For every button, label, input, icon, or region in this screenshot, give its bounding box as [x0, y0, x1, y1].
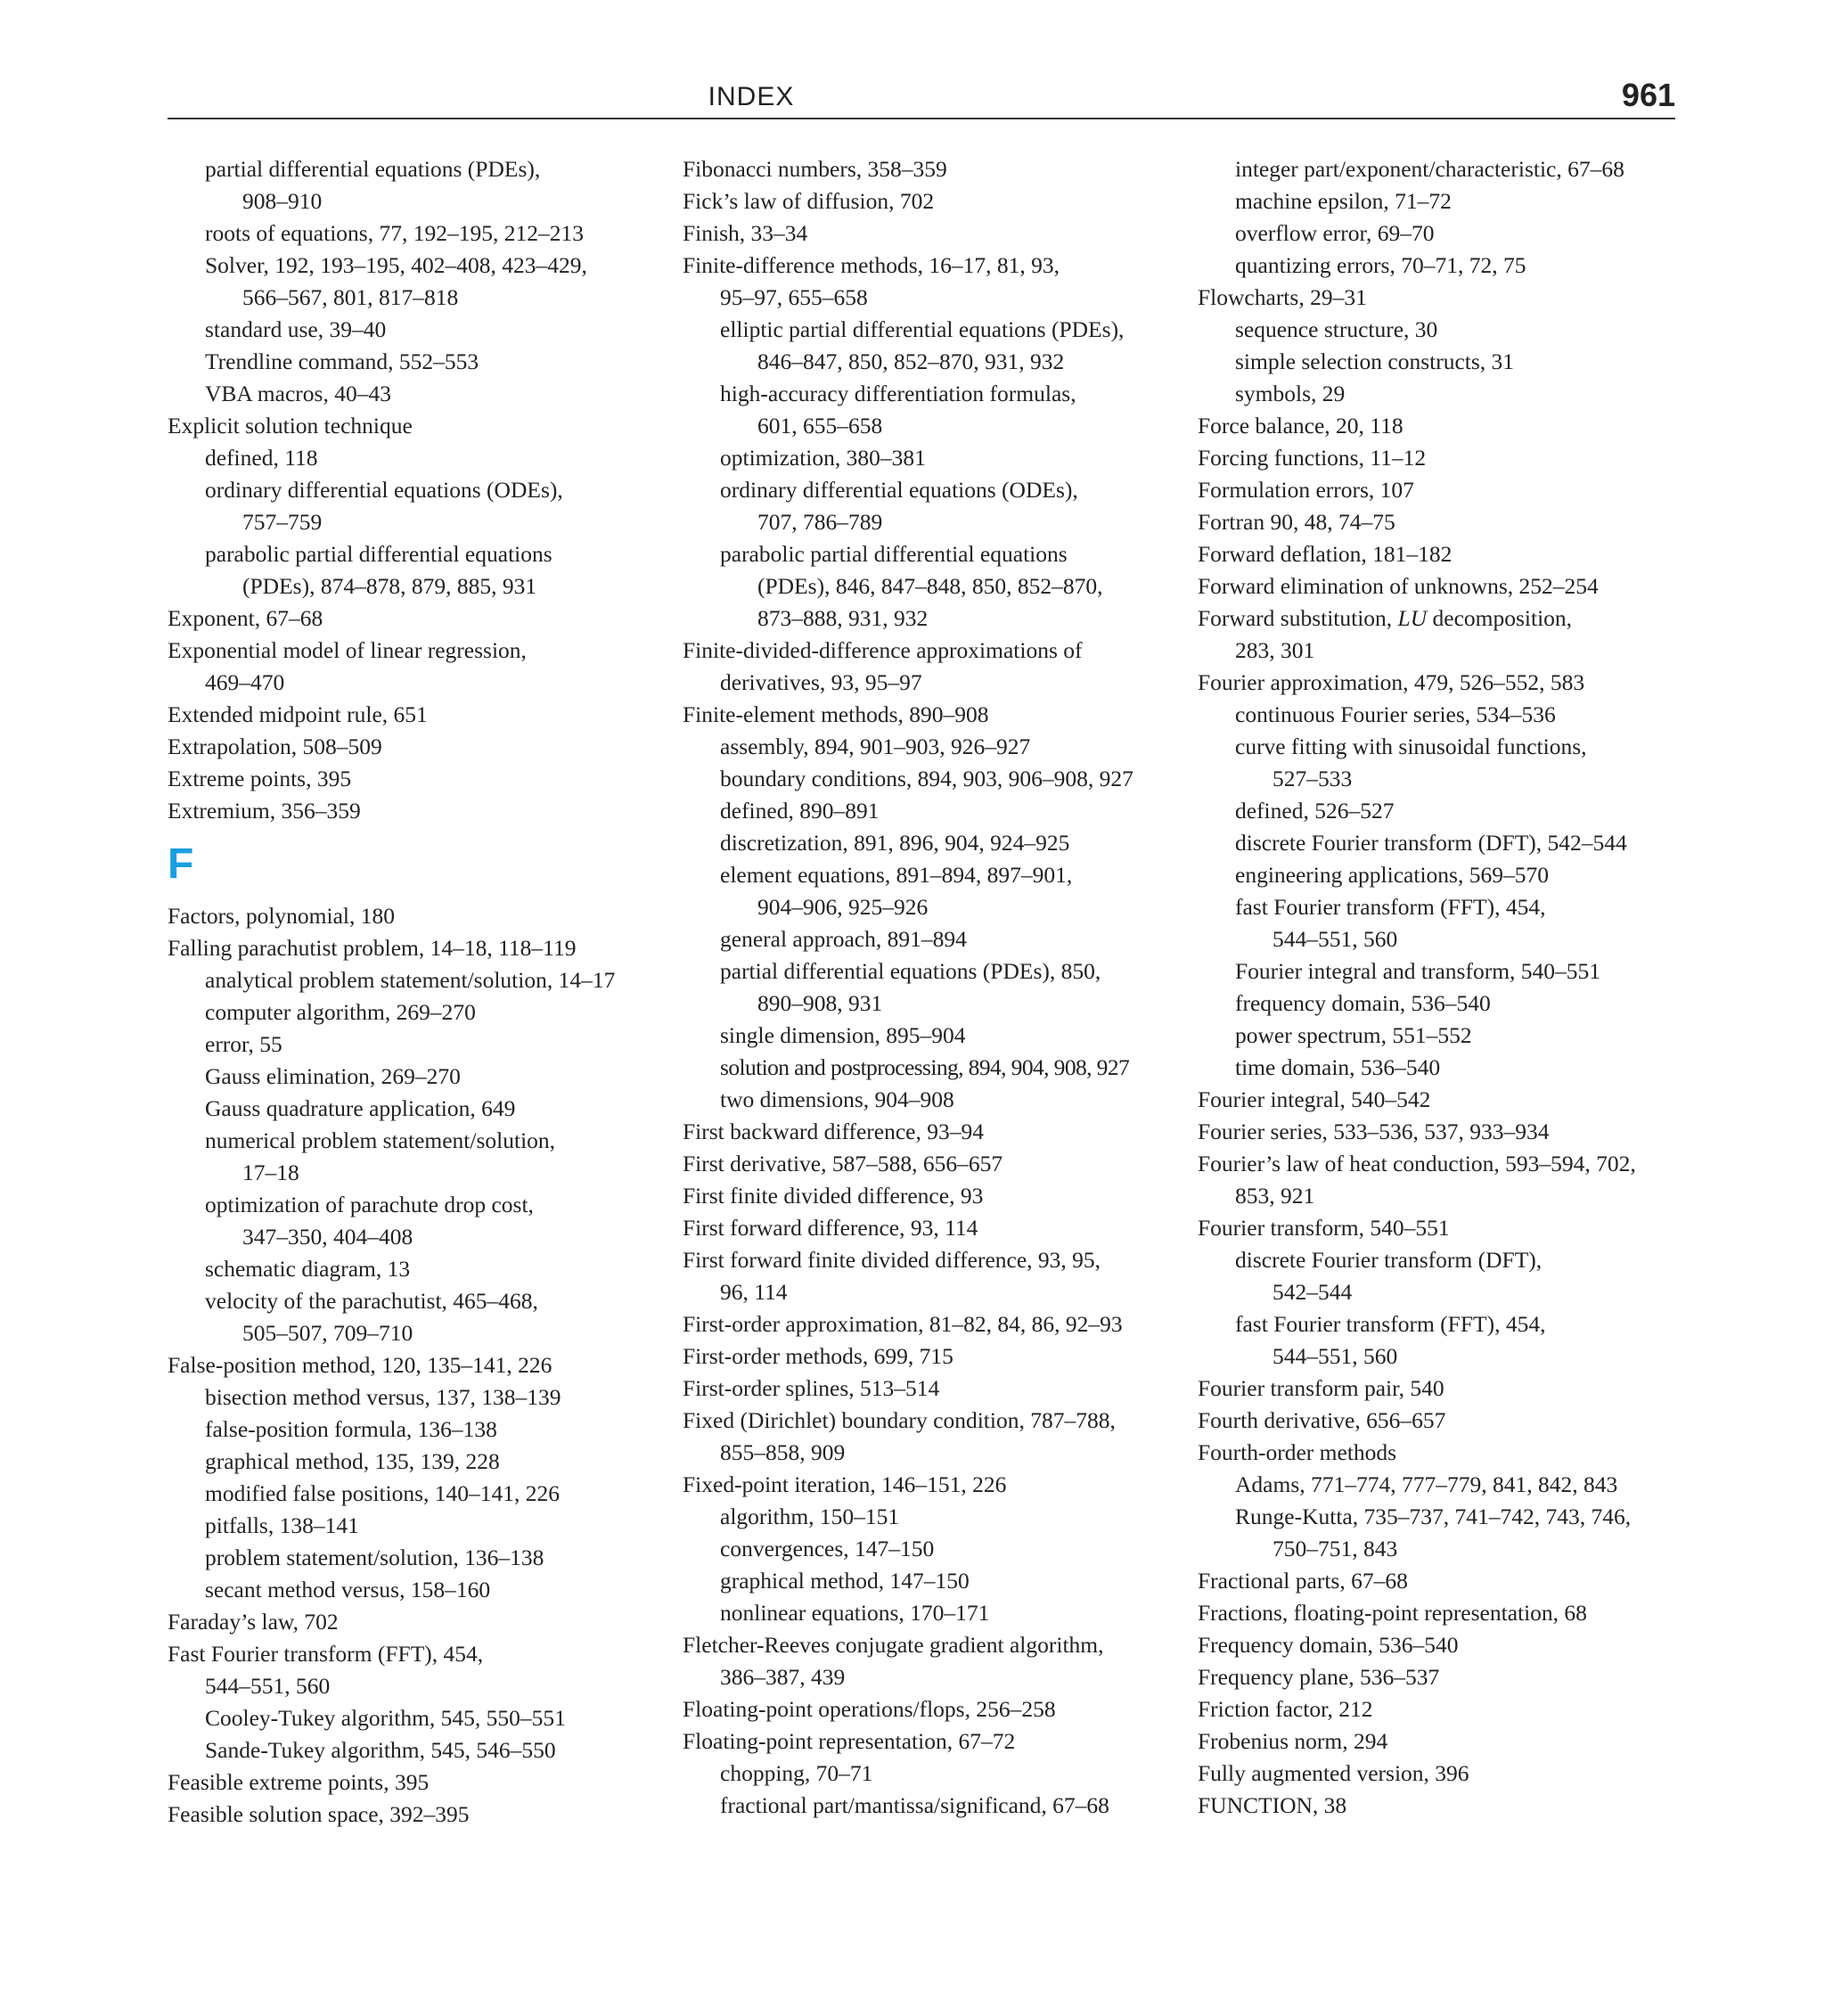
entry-text: ordinary differential equations (ODEs),	[205, 477, 563, 503]
entry-text: Fourier approximation, 479, 526–552, 583	[1198, 669, 1585, 695]
entry-text: false-position formula, 136–138	[205, 1416, 497, 1442]
entry-text: discrete Fourier transform (DFT), 542–544	[1235, 830, 1627, 856]
entry-text: graphical method, 135, 139, 228	[205, 1448, 500, 1474]
index-subentry	[1198, 1244, 1697, 1308]
entry-text: elliptic partial differential equations (PDEs),	[720, 316, 1125, 342]
entry-continuation: 707, 786–789	[757, 509, 883, 535]
entry-text: optimization of parachute drop cost,	[205, 1192, 534, 1217]
entry-text: sequence structure, 30	[1235, 316, 1438, 342]
index-subentry	[683, 955, 1182, 1020]
entry-text: parabolic partial differential equations	[205, 541, 552, 567]
entry-text: pitfalls, 138–141	[205, 1512, 359, 1538]
index-subentry	[1198, 250, 1697, 282]
index-subentry	[1198, 891, 1697, 955]
index-subentry	[1198, 731, 1697, 795]
entry-text: velocity of the parachutist, 465–468,	[205, 1288, 538, 1314]
entry-text: Floating-point representation, 67–72	[683, 1728, 1016, 1754]
index-entry	[683, 635, 1182, 699]
entry-text: algorithm, 150–151	[720, 1504, 900, 1529]
entry-text-part: Forward substitution,	[1198, 605, 1398, 631]
index-entry	[683, 250, 1182, 314]
index-subentry	[1198, 827, 1697, 859]
index-subentry	[683, 1020, 1182, 1052]
index-entry	[683, 1725, 1182, 1758]
entry-continuation: 853, 921	[1235, 1183, 1315, 1209]
index-subentry	[683, 1501, 1182, 1533]
entry-text: First-order approximation, 81–82, 84, 86, 92–93	[683, 1311, 1123, 1337]
entry-continuation: 855–858, 909	[720, 1439, 846, 1465]
entry-text: Exponential model of linear regression,	[168, 637, 527, 663]
entry-continuation: 544–551, 560	[205, 1673, 331, 1699]
index-subentry	[1198, 217, 1697, 250]
entry-text: continuous Fourier series, 534–536	[1235, 701, 1556, 727]
index-subentry	[1198, 314, 1697, 346]
index-subentry	[683, 1758, 1182, 1790]
index-entry	[1198, 1116, 1697, 1148]
entry-text: Fourier integral, 540–542	[1198, 1086, 1431, 1112]
entry-continuation: 544–551, 560	[1273, 926, 1398, 952]
index-subentry	[168, 964, 667, 996]
entry-text: roots of equations, 77, 192–195, 212–213	[205, 220, 584, 246]
index-entry	[1198, 474, 1697, 506]
entry-continuation: 17–18	[242, 1160, 299, 1185]
index-entry	[168, 795, 667, 827]
entry-continuation: 873–888, 931, 932	[757, 605, 929, 631]
entry-continuation: 96, 114	[720, 1279, 788, 1305]
index-entry	[683, 699, 1182, 731]
entry-continuation: 469–470	[205, 669, 285, 695]
entry-text: Fast Fourier transform (FFT), 454,	[168, 1641, 484, 1667]
entry-text: First forward finite divided difference, 93, 95,	[683, 1247, 1101, 1273]
entry-text: Frobenius norm, 294	[1198, 1728, 1388, 1754]
index-subentry	[1198, 1469, 1697, 1501]
entry-text: Fully augmented version, 396	[1198, 1760, 1469, 1786]
entry-text: Extremium, 356–359	[168, 798, 361, 824]
entry-text: partial differential equations (PDEs), 850,	[720, 958, 1101, 984]
index-entry	[1198, 1565, 1697, 1597]
entry-text: Fourier transform pair, 540	[1198, 1375, 1444, 1401]
index-subentry	[683, 827, 1182, 859]
entry-text: Finite-divided-difference approximations of	[683, 637, 1083, 663]
index-subentry	[168, 474, 667, 538]
entry-text: VBA macros, 40–43	[205, 381, 391, 406]
index-subentry	[1198, 153, 1697, 185]
index-subentry	[168, 1734, 667, 1766]
index-subentry	[168, 442, 667, 474]
entry-text: First derivative, 587–588, 656–657	[683, 1151, 1003, 1176]
index-subentry	[683, 1565, 1182, 1597]
index-entry	[168, 932, 667, 964]
entry-text: secant method versus, 158–160	[205, 1577, 491, 1602]
entry-text: Gauss elimination, 269–270	[205, 1063, 461, 1089]
entry-text: discrete Fourier transform (DFT),	[1235, 1247, 1543, 1273]
index-subentry	[168, 1381, 667, 1414]
index-entry	[1198, 1790, 1697, 1822]
entry-text: Fourier transform, 540–551	[1198, 1215, 1450, 1241]
entry-text: bisection method versus, 137, 138–139	[205, 1384, 561, 1410]
index-subentry	[1198, 1052, 1697, 1084]
entry-text: error, 55	[205, 1031, 282, 1057]
index-entry	[168, 602, 667, 635]
entry-text: Fletcher-Reeves conjugate gradient algorithm,	[683, 1632, 1104, 1658]
index-entry	[1198, 1405, 1697, 1437]
entry-continuation: 542–544	[1273, 1279, 1353, 1305]
entry-text: integer part/exponent/characteristic, 67–68	[1235, 156, 1624, 182]
entry-text: numerical problem statement/solution,	[205, 1127, 556, 1153]
entry-text: Frequency plane, 536–537	[1198, 1664, 1440, 1690]
index-entry	[683, 1180, 1182, 1212]
entry-text: First finite divided difference, 93	[683, 1183, 984, 1209]
entry-text: defined, 890–891	[720, 798, 880, 824]
index-subentry	[1198, 346, 1697, 378]
index-subentry	[683, 442, 1182, 474]
index-entry	[1198, 410, 1697, 442]
index-subentry	[168, 314, 667, 346]
entry-text: Feasible extreme points, 395	[168, 1769, 430, 1795]
index-entry	[1198, 1758, 1697, 1790]
index-entry	[1198, 506, 1697, 538]
index-entry	[168, 1766, 667, 1799]
index-subentry	[683, 378, 1182, 442]
entry-text: Gauss quadrature application, 649	[205, 1095, 516, 1121]
entry-text: Friction factor, 212	[1198, 1696, 1373, 1722]
entry-text: machine epsilon, 71–72	[1235, 188, 1452, 214]
index-subentry	[168, 538, 667, 602]
index-entry	[1198, 1629, 1697, 1661]
entry-text: power spectrum, 551–552	[1235, 1022, 1472, 1048]
entry-text: First-order methods, 699, 715	[683, 1343, 953, 1369]
entry-text: nonlinear equations, 170–171	[720, 1600, 990, 1626]
index-subentry	[1198, 1501, 1697, 1565]
index-entry	[1198, 1597, 1697, 1629]
entry-text: frequency domain, 536–540	[1235, 990, 1491, 1016]
entry-continuation: 846–847, 850, 852–870, 931, 932	[757, 348, 1065, 374]
entry-text: Trendline command, 552–553	[205, 348, 479, 374]
index-entry	[1198, 602, 1697, 667]
index-column-1	[168, 153, 667, 1831]
entry-text: ordinary differential equations (ODEs),	[720, 477, 1078, 503]
entry-text: optimization, 380–381	[720, 445, 926, 471]
index-entry	[683, 1212, 1182, 1244]
entry-text: Extended midpoint rule, 651	[168, 701, 428, 727]
index-entry	[1198, 1725, 1697, 1758]
index-subentry	[168, 378, 667, 410]
index-subentry	[683, 1084, 1182, 1116]
index-subentry	[683, 859, 1182, 923]
entry-text: partial differential equations (PDEs),	[205, 156, 541, 182]
entry-text: Floating-point operations/flops, 256–258	[683, 1696, 1056, 1722]
entry-text: Fick’s law of diffusion, 702	[683, 188, 935, 214]
index-entry	[683, 217, 1182, 250]
entry-text: symbols, 29	[1235, 381, 1346, 406]
index-entry	[168, 900, 667, 932]
entry-continuation: 908–910	[242, 188, 323, 214]
entry-continuation: 601, 655–658	[757, 413, 883, 438]
index-subentry	[1198, 185, 1697, 217]
entry-text: Finite-difference methods, 16–17, 81, 93,	[683, 252, 1060, 278]
entry-continuation: 386–387, 439	[720, 1664, 846, 1690]
entry-text: simple selection constructs, 31	[1235, 348, 1515, 374]
entry-text: False-position method, 120, 135–141, 226	[168, 1352, 552, 1378]
entry-text: two dimensions, 904–908	[720, 1086, 954, 1112]
entry-text: defined, 118	[205, 445, 318, 471]
entry-continuation: 347–350, 404–408	[242, 1224, 413, 1250]
section-letter-f: F	[168, 840, 194, 888]
index-entry	[168, 699, 667, 731]
index-entry	[1198, 1212, 1697, 1244]
index-subentry	[683, 1052, 1182, 1084]
index-subentry	[168, 1125, 667, 1189]
index-subentry	[168, 996, 667, 1028]
index-subentry	[683, 923, 1182, 955]
entry-text: Feasible solution space, 392–395	[168, 1801, 470, 1827]
index-entry	[168, 1799, 667, 1831]
entry-text: time domain, 536–540	[1235, 1054, 1441, 1080]
index-column-2	[683, 153, 1182, 1822]
index-entry	[1198, 1373, 1697, 1405]
entry-text: Factors, polynomial, 180	[168, 903, 395, 929]
entry-text: FUNCTION, 38	[1198, 1792, 1347, 1818]
entry-text: Falling parachutist problem, 14–18, 118–119	[168, 935, 577, 961]
entry-continuation: 544–551, 560	[1273, 1343, 1398, 1369]
entry-text: Fourth-order methods	[1198, 1439, 1397, 1465]
index-subentry	[683, 1790, 1182, 1822]
entry-text: Runge-Kutta, 735–737, 741–742, 743, 746,	[1235, 1504, 1632, 1529]
entry-text: Forcing functions, 11–12	[1198, 445, 1427, 471]
entry-text: modified false positions, 140–141, 226	[205, 1480, 561, 1506]
entry-text: convergences, 147–150	[720, 1536, 935, 1561]
entry-text: First backward difference, 93–94	[683, 1119, 984, 1144]
entry-text: fast Fourier transform (FFT), 454,	[1235, 1311, 1546, 1337]
index-subentry	[168, 1414, 667, 1446]
index-subentry	[168, 1446, 667, 1478]
entry-continuation: 904–906, 925–926	[757, 894, 929, 920]
page-number: 961	[1621, 77, 1675, 113]
index-subentry	[168, 1510, 667, 1542]
entry-text	[1198, 602, 1697, 635]
page-header	[168, 77, 1675, 119]
entry-text: chopping, 70–71	[720, 1760, 873, 1786]
entry-text: overflow error, 69–70	[1235, 220, 1435, 246]
entry-text: Explicit solution technique	[168, 413, 413, 438]
index-subentry	[683, 538, 1182, 635]
entry-text: graphical method, 147–150	[720, 1568, 970, 1594]
index-subentry	[1198, 378, 1697, 410]
index-subentry	[168, 153, 667, 217]
index-subentry	[1198, 1308, 1697, 1373]
entry-continuation: 757–759	[242, 509, 323, 535]
index-subentry	[683, 474, 1182, 538]
index-entry	[1198, 1661, 1697, 1693]
entry-text: solution and postprocessing, 894, 904, 908, 927	[720, 1054, 1130, 1080]
entry-text: Sande-Tukey algorithm, 545, 546–550	[205, 1737, 556, 1763]
entry-text: First forward difference, 93, 114	[683, 1215, 978, 1241]
index-subentry	[168, 1061, 667, 1093]
entry-text: Faraday’s law, 702	[168, 1609, 339, 1635]
entry-text: fractional part/mantissa/significand, 67–68	[720, 1792, 1109, 1818]
entry-text: Forward deflation, 181–182	[1198, 541, 1453, 567]
entry-text: First-order splines, 513–514	[683, 1375, 940, 1401]
index-subentry	[1198, 988, 1697, 1020]
index-subentry	[683, 763, 1182, 795]
entry-text: general approach, 891–894	[720, 926, 967, 952]
index-entry	[168, 1638, 667, 1702]
entry-text: analytical problem statement/solution, 14–17	[205, 967, 616, 993]
index-entry	[1198, 1437, 1697, 1469]
entry-continuation: 527–533	[1273, 766, 1353, 791]
index-subentry	[168, 1542, 667, 1574]
index-subentry	[168, 1253, 667, 1285]
index-column-3	[1198, 153, 1697, 1822]
index-entry	[168, 1606, 667, 1638]
index-subentry	[168, 1285, 667, 1349]
index-subentry	[1198, 795, 1697, 827]
entry-continuation: (PDEs), 874–878, 879, 885, 931	[242, 573, 537, 599]
entry-text: curve fitting with sinusoidal functions,	[1235, 733, 1587, 759]
entry-text: Fractional parts, 67–68	[1198, 1568, 1408, 1594]
index-subentry	[683, 731, 1182, 763]
entry-text: Adams, 771–774, 777–779, 841, 842, 843	[1235, 1471, 1618, 1497]
index-entry	[683, 153, 1182, 185]
entry-text: quantizing errors, 70–71, 72, 75	[1235, 252, 1526, 278]
index-entry	[683, 1405, 1182, 1469]
entry-text: assembly, 894, 901–903, 926–927	[720, 733, 1031, 759]
index-entry	[683, 1148, 1182, 1180]
entry-continuation: 566–567, 801, 817–818	[242, 284, 459, 310]
entry-text: Formulation errors, 107	[1198, 477, 1414, 503]
entry-text: engineering applications, 569–570	[1235, 862, 1549, 888]
entry-text: Flowcharts, 29–31	[1198, 284, 1367, 310]
entry-text: Fibonacci numbers, 358–359	[683, 156, 947, 182]
index-entry	[168, 763, 667, 795]
index-subentry	[168, 1189, 667, 1253]
index-entry	[683, 1244, 1182, 1308]
index-entry	[683, 1308, 1182, 1340]
index-subentry	[1198, 955, 1697, 988]
index-entry	[683, 1469, 1182, 1501]
index-entry	[1198, 570, 1697, 602]
entry-text: Fourier integral and transform, 540–551	[1235, 958, 1601, 984]
index-subentry	[168, 1093, 667, 1125]
index-entry	[683, 185, 1182, 217]
index-entry	[168, 731, 667, 763]
entry-text: fast Fourier transform (FFT), 454,	[1235, 894, 1546, 920]
index-subentry	[168, 250, 667, 314]
index-subentry	[168, 346, 667, 378]
index-entry	[168, 410, 667, 442]
entry-text: element equations, 891–894, 897–901,	[720, 862, 1073, 888]
entry-text: single dimension, 895–904	[720, 1022, 966, 1048]
entry-text: Finite-element methods, 890–908	[683, 701, 989, 727]
index-entry	[1198, 282, 1697, 314]
entry-continuation: 890–908, 931	[757, 990, 883, 1016]
entry-text: Solver, 192, 193–195, 402–408, 423–429,	[205, 252, 587, 278]
index-entry	[1198, 1084, 1697, 1116]
entry-text: discretization, 891, 896, 904, 924–925	[720, 830, 1070, 856]
entry-text: computer algorithm, 269–270	[205, 999, 476, 1025]
index-subentry	[683, 1597, 1182, 1629]
index-entry	[1198, 1148, 1697, 1212]
index-subentry	[168, 1702, 667, 1734]
entry-continuation: derivatives, 93, 95–97	[720, 669, 922, 695]
entry-text: Fourier’s law of heat conduction, 593–594, 702,	[1198, 1151, 1636, 1176]
entry-text: Fixed-point iteration, 146–151, 226	[683, 1471, 1007, 1497]
index-entry	[683, 1693, 1182, 1725]
index-entry	[683, 1629, 1182, 1693]
index-subentry	[168, 1478, 667, 1510]
entry-continuation: 750–751, 843	[1273, 1536, 1398, 1561]
index-entry	[683, 1373, 1182, 1405]
entry-continuation: 283, 301	[1235, 637, 1315, 663]
index-entry	[1198, 667, 1697, 699]
entry-text: high-accuracy differentiation formulas,	[720, 381, 1076, 406]
index-subentry	[683, 314, 1182, 378]
entry-text: Cooley-Tukey algorithm, 545, 550–551	[205, 1705, 566, 1731]
index-entry	[683, 1116, 1182, 1148]
index-subentry	[168, 1574, 667, 1606]
index-entry	[1198, 442, 1697, 474]
index-subentry	[1198, 699, 1697, 731]
entry-text: Force balance, 20, 118	[1198, 413, 1404, 438]
entry-text: standard use, 39–40	[205, 316, 387, 342]
index-subentry	[683, 1533, 1182, 1565]
entry-text: Frequency domain, 536–540	[1198, 1632, 1459, 1658]
index-entry	[168, 1349, 667, 1381]
entry-text: Fortran 90, 48, 74–75	[1198, 509, 1395, 535]
index-entry	[168, 635, 667, 699]
entry-text: Exponent, 67–68	[168, 605, 323, 631]
entry-continuation: (PDEs), 846, 847–848, 850, 852–870,	[757, 573, 1103, 599]
entry-text: Fourth derivative, 656–657	[1198, 1407, 1446, 1433]
entry-text-part: decomposition,	[1427, 605, 1573, 631]
entry-text: problem statement/solution, 136–138	[205, 1545, 544, 1570]
index-entry	[1198, 538, 1697, 570]
entry-text: defined, 526–527	[1235, 798, 1395, 824]
entry-text: Fourier series, 533–536, 537, 933–934	[1198, 1119, 1550, 1144]
running-head: INDEX	[708, 82, 795, 111]
index-subentry	[168, 1028, 667, 1061]
index-subentry	[683, 795, 1182, 827]
entry-text: parabolic partial differential equations	[720, 541, 1068, 567]
index-subentry	[1198, 859, 1697, 891]
entry-text: boundary conditions, 894, 903, 906–908, 927	[720, 766, 1133, 791]
entry-text: Finish, 33–34	[683, 220, 808, 246]
entry-continuation: 505–507, 709–710	[242, 1320, 413, 1346]
entry-text: Fixed (Dirichlet) boundary condition, 787–788,	[683, 1407, 1116, 1433]
entry-continuation: 95–97, 655–658	[720, 284, 868, 310]
index-entry	[683, 1340, 1182, 1373]
entry-text: Forward elimination of unknowns, 252–254	[1198, 573, 1599, 599]
entry-text: Extrapolation, 508–509	[168, 733, 382, 759]
entry-text: Fractions, floating-point representation, 68	[1198, 1600, 1587, 1626]
entry-text: schematic diagram, 13	[205, 1256, 411, 1282]
index-subentry	[168, 217, 667, 250]
index-subentry	[1198, 1020, 1697, 1052]
entry-text: Extreme points, 395	[168, 766, 352, 791]
entry-text-italic: LU	[1397, 605, 1428, 631]
index-entry	[1198, 1693, 1697, 1725]
